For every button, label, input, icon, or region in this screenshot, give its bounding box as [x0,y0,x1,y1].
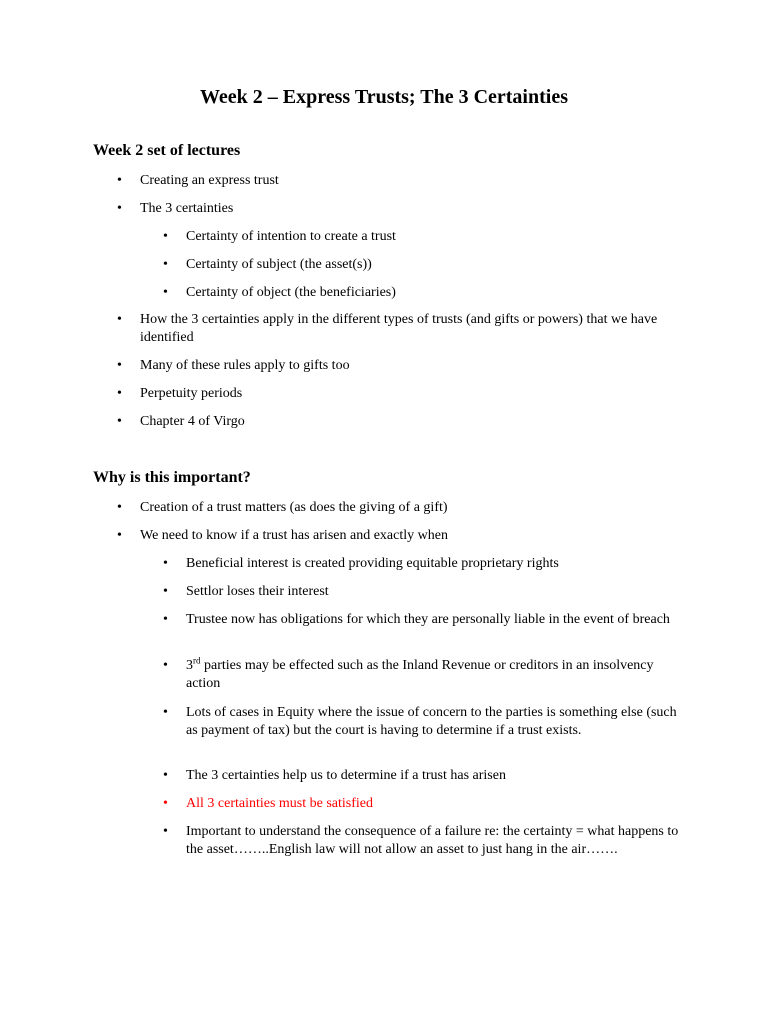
list-item-text: Chapter 4 of Virgo [140,414,245,429]
list-item [163,655,686,693]
list-item-text: Settlor loses their interest [186,584,329,599]
ordinal-suffix: rd [193,655,201,666]
list-item-text-rest: parties may be effected such as the Inland Revenue or creditors in an insolvency action [186,658,654,691]
bullet-icon: • [117,528,122,543]
list-item-highlighted [163,795,686,813]
list-item-text: Trustee now has obligations for which they are personally liable in the event of breach [186,612,670,627]
bullet-icon: • [163,584,168,599]
list-item [163,256,686,274]
list-item [117,172,700,190]
list-item [117,499,700,517]
list-item [163,823,686,859]
list-item [163,611,686,629]
list-item-text: The 3 certainties help us to determine if a trust has arisen [186,768,506,783]
list-item-text [186,655,654,691]
list-item [117,311,700,347]
bullet-icon: • [117,358,122,373]
list-item [117,527,700,545]
list-item [117,200,700,218]
bullet-icon: • [117,414,122,429]
bullet-icon: • [163,612,168,627]
bullet-icon: • [163,796,168,811]
list-item-text: Creation of a trust matters (as does the giving of a gift) [140,500,448,515]
list-item-text: Certainty of intention to create a trust [186,229,396,244]
bullet-icon: • [163,285,168,300]
list-item-text: The 3 certainties [140,201,234,216]
list-item [163,583,686,601]
bullet-icon: • [163,229,168,244]
list-item [117,413,700,431]
bullet-icon: • [163,556,168,571]
list-item-text: Certainty of subject (the asset(s)) [186,257,372,272]
list-item-text: We need to know if a trust has arisen and exactly when [140,528,448,543]
list-item [163,228,686,246]
bullet-icon: • [117,173,122,188]
bullet-icon: • [163,658,168,673]
list-item [163,767,686,785]
bullet-icon: • [163,257,168,272]
section-heading-lectures: Week 2 set of lectures [93,142,241,159]
section-heading-importance: Why is this important? [93,469,251,486]
list-item [163,704,686,740]
bullet-icon: • [117,386,122,401]
bullet-icon: • [163,824,168,839]
bullet-icon: • [117,312,122,327]
bullet-icon: • [163,705,168,720]
list-item-text: Perpetuity periods [140,386,243,401]
list-item-text: Beneficial interest is created providing equitable proprietary rights [186,556,559,571]
bullet-icon: • [163,768,168,783]
bullet-icon: • [117,201,122,216]
page-title: Week 2 – Express Trusts; The 3 Certainties [200,86,568,108]
list-item [117,357,700,375]
list-item [163,555,686,573]
list-item-text: Important to understand the consequence of a failure re: the certainty = what happens to the asset……..English law will not allow an asset to just hang in the air……. [186,824,679,857]
list-item-text: Creating an express trust [140,173,279,188]
list-item-text: Many of these rules apply to gifts too [140,358,350,373]
list-item-text: How the 3 certainties apply in the different types of trusts (and gifts or powers) that we have identified [140,312,658,345]
list-item-text: All 3 certainties must be satisfied [186,796,374,811]
list-item [163,284,686,302]
list-item-text: Lots of cases in Equity where the issue of concern to the parties is something else (such as payment of tax) but the court is having to determine if a trust exists. [186,705,677,738]
ordinal-number: 3 [186,658,193,673]
list-item-text: Certainty of object (the beneficiaries) [186,285,396,300]
bullet-icon: • [117,500,122,515]
list-item [117,385,700,403]
